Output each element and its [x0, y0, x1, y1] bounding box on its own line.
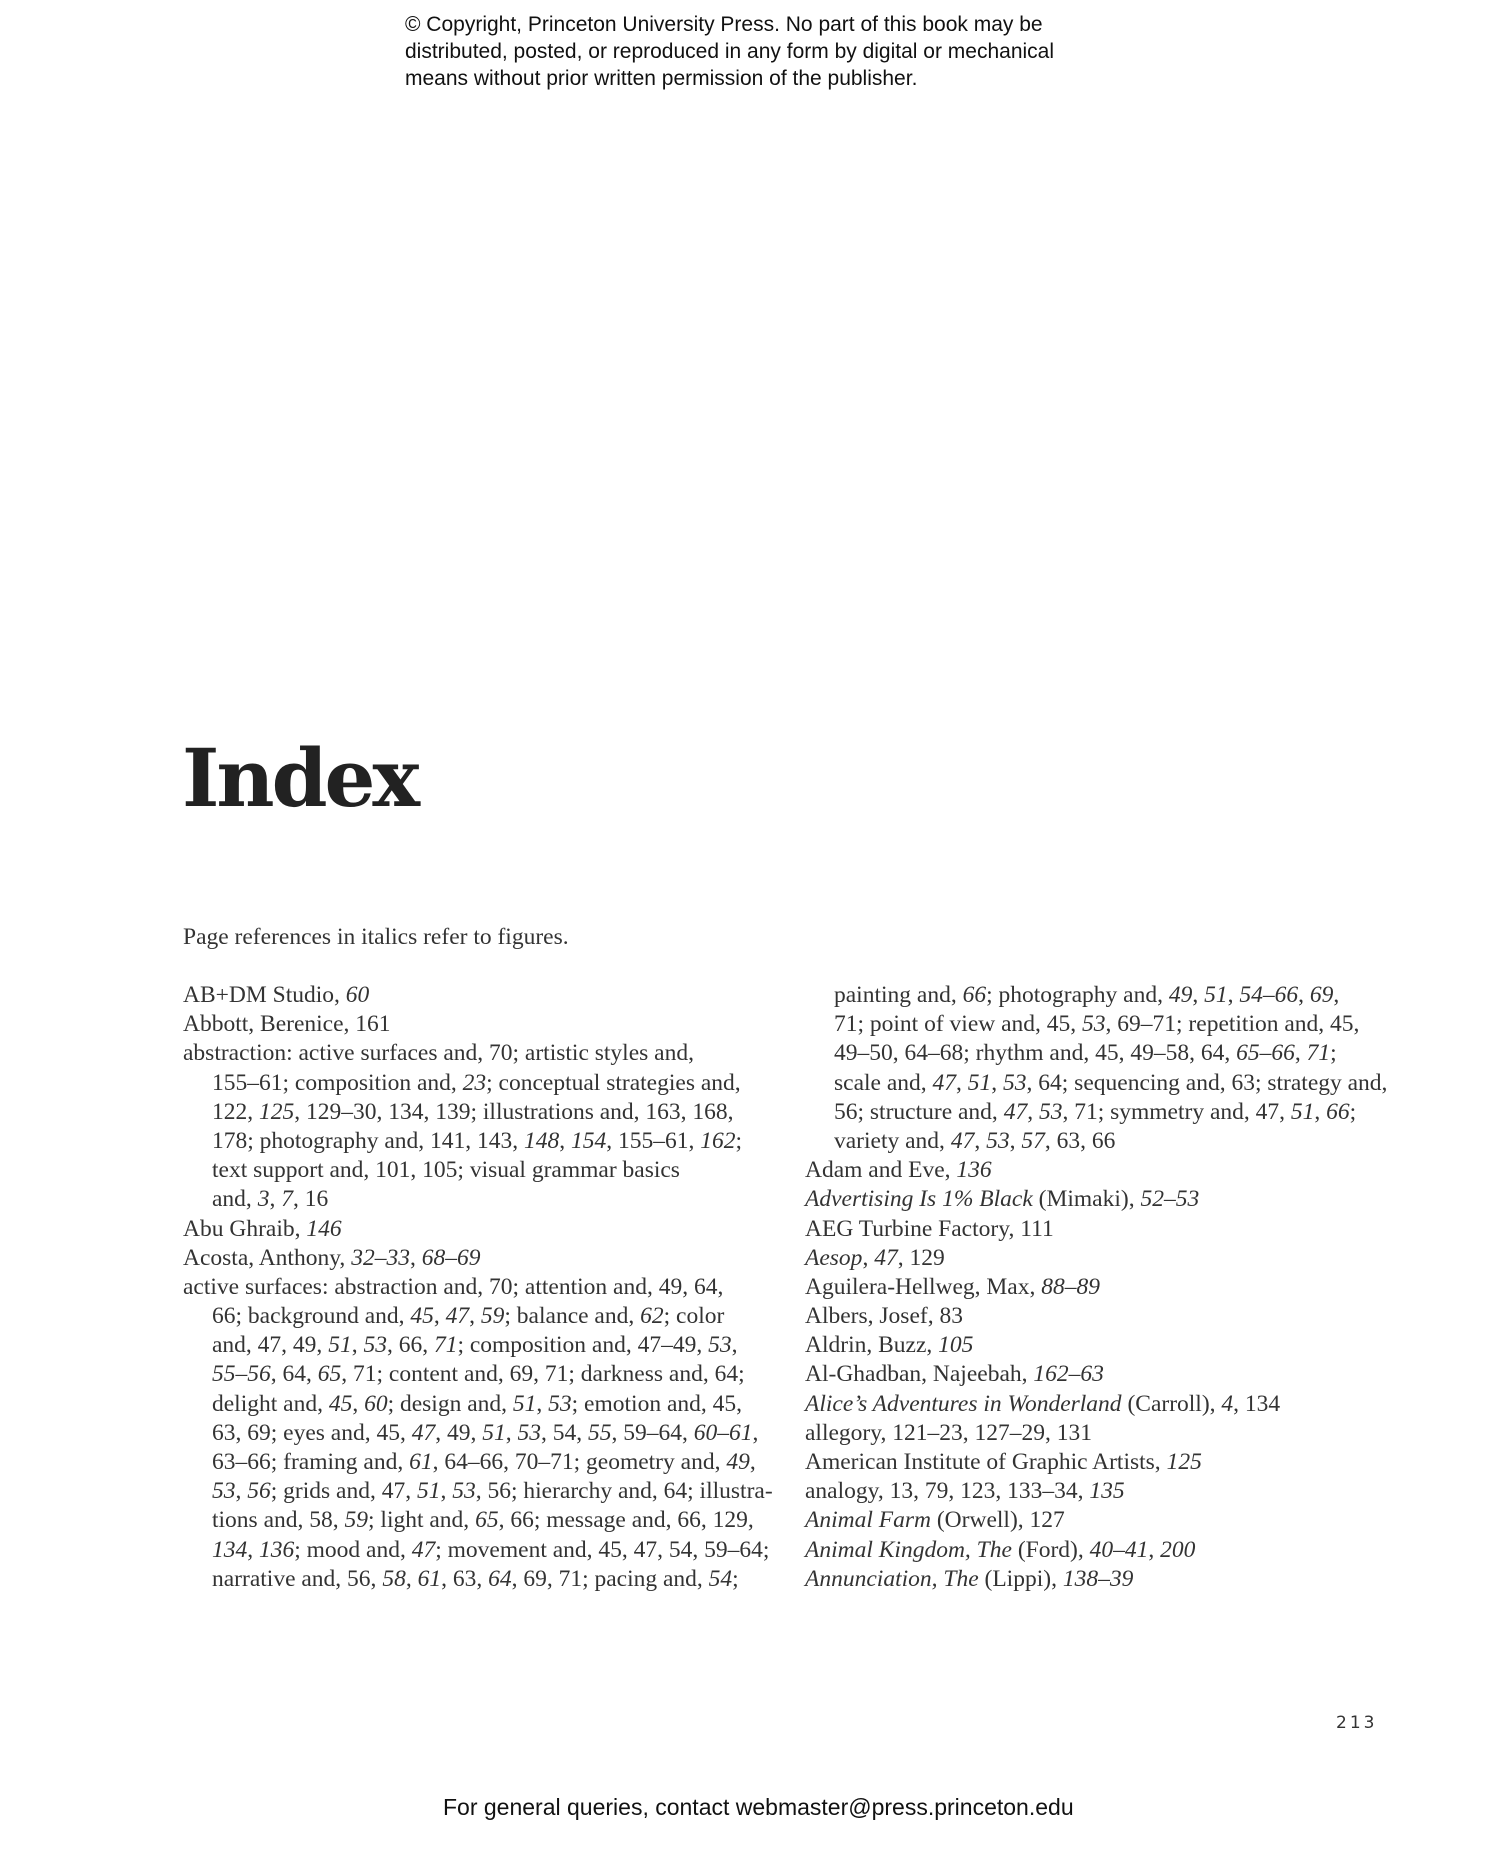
- index-entry-line: 56; structure and, 47, 53, 71; symmetry and, 47, 51, 66;: [834, 1098, 1357, 1125]
- index-entry-line: Aldrin, Buzz, 105: [805, 1332, 974, 1359]
- index-entry-line: and, 47, 49, 51, 53, 66, 71; composition and, 47–49, 53,: [212, 1332, 738, 1359]
- index-note: Page references in italics refer to figures.: [183, 924, 569, 950]
- copyright-line: distributed, posted, or reproduced in any form by digital or mechanical: [405, 40, 1055, 63]
- index-entry-line: 178; photography and, 141, 143, 148, 154, 155–61, 162;: [212, 1127, 743, 1154]
- index-entry-line: Annunciation, The (Lippi), 138–39: [805, 1565, 1134, 1592]
- copyright-line: © Copyright, Princeton University Press. No part of this book may be: [405, 13, 1043, 36]
- index-entry-line: abstraction: active surfaces and, 70; artistic styles and,: [183, 1040, 694, 1067]
- page-title: Index: [182, 731, 418, 825]
- copyright-notice: [405, 11, 1165, 92]
- index-entry-line: Abu Ghraib, 146: [183, 1215, 342, 1242]
- index-entry-line: 155–61; composition and, 23; conceptual strategies and,: [212, 1069, 741, 1096]
- index-entry-line: AB+DM Studio, 60: [183, 982, 370, 1008]
- index-entry-line: variety and, 47, 53, 57, 63, 66: [834, 1127, 1116, 1154]
- index-entry-line: Albers, Josef, 83: [805, 1303, 963, 1330]
- index-entry-line: 71; point of view and, 45, 53, 69–71; repetition and, 45,: [834, 1011, 1360, 1038]
- index-entry-line: and, 3, 7, 16: [212, 1186, 329, 1213]
- index-entry-line: Animal Kingdom, The (Ford), 40–41, 200: [805, 1536, 1196, 1563]
- index-entry-line: Alice’s Adventures in Wonderland (Carroll), 4, 134: [805, 1390, 1281, 1417]
- index-entry-line: analogy, 13, 79, 123, 133–34, 135: [805, 1478, 1125, 1505]
- index-entry-line: active surfaces: abstraction and, 70; attention and, 49, 64,: [183, 1273, 724, 1300]
- index-entry-line: AEG Turbine Factory, 111: [805, 1215, 1054, 1242]
- index-entry-line: Aesop, 47, 129: [805, 1244, 945, 1271]
- copyright-line: means without prior written permission of the publisher.: [405, 67, 918, 90]
- index-entry-line: 53, 56; grids and, 47, 51, 53, 56; hierarchy and, 64; illustra-: [212, 1478, 773, 1505]
- index-entry-line: 122, 125, 129–30, 134, 139; illustrations and, 163, 168,: [212, 1098, 734, 1125]
- index-entry-line: 63, 69; eyes and, 45, 47, 49, 51, 53, 54, 55, 59–64, 60–61,: [212, 1419, 759, 1446]
- index-column-left: [183, 981, 783, 1594]
- index-entry-line: Abbott, Berenice, 161: [183, 1011, 391, 1038]
- index-entry-line: American Institute of Graphic Artists, 125: [805, 1449, 1202, 1475]
- index-entry-line: narrative and, 56, 58, 61, 63, 64, 69, 71; pacing and, 54;: [212, 1565, 739, 1592]
- index-entry-line: Al-Ghadban, Najeebah, 162–63: [805, 1361, 1104, 1388]
- index-entry-line: Animal Farm (Orwell), 127: [805, 1507, 1065, 1534]
- index-entry-line: 134, 136; mood and, 47; movement and, 45, 47, 54, 59–64;: [212, 1536, 770, 1563]
- index-entry-line: 66; background and, 45, 47, 59; balance and, 62; color: [212, 1303, 725, 1330]
- index-entry-line: scale and, 47, 51, 53, 64; sequencing and, 63; strategy and,: [834, 1069, 1388, 1096]
- index-entry-line: 55–56, 64, 65, 71; content and, 69, 71; darkness and, 64;: [212, 1361, 745, 1388]
- index-entry-line: text support and, 101, 105; visual grammar basics: [212, 1157, 680, 1184]
- index-column-right: [805, 981, 1405, 1594]
- index-entry-line: Adam and Eve, 136: [805, 1157, 992, 1184]
- index-entry-line: painting and, 66; photography and, 49, 51, 54–66, 69,: [834, 982, 1340, 1008]
- index-entry-line: allegory, 121–23, 127–29, 131: [805, 1419, 1092, 1446]
- footer-contact: For general queries, contact webmaster@press.princeton.edu: [443, 1794, 1074, 1820]
- index-entry-line: 63–66; framing and, 61, 64–66, 70–71; geometry and, 49,: [212, 1449, 756, 1475]
- page-number: 213: [1336, 1713, 1378, 1733]
- index-entry-line: 49–50, 64–68; rhythm and, 45, 49–58, 64, 65–66, 71;: [834, 1040, 1337, 1067]
- index-entry-line: delight and, 45, 60; design and, 51, 53; emotion and, 45,: [212, 1390, 743, 1417]
- index-entry-line: Acosta, Anthony, 32–33, 68–69: [183, 1244, 481, 1271]
- index-entry-line: Aguilera-Hellweg, Max, 88–89: [805, 1273, 1100, 1300]
- index-entry-line: Advertising Is 1% Black (Mimaki), 52–53: [805, 1186, 1200, 1213]
- index-entry-line: tions and, 58, 59; light and, 65, 66; message and, 66, 129,: [212, 1507, 754, 1534]
